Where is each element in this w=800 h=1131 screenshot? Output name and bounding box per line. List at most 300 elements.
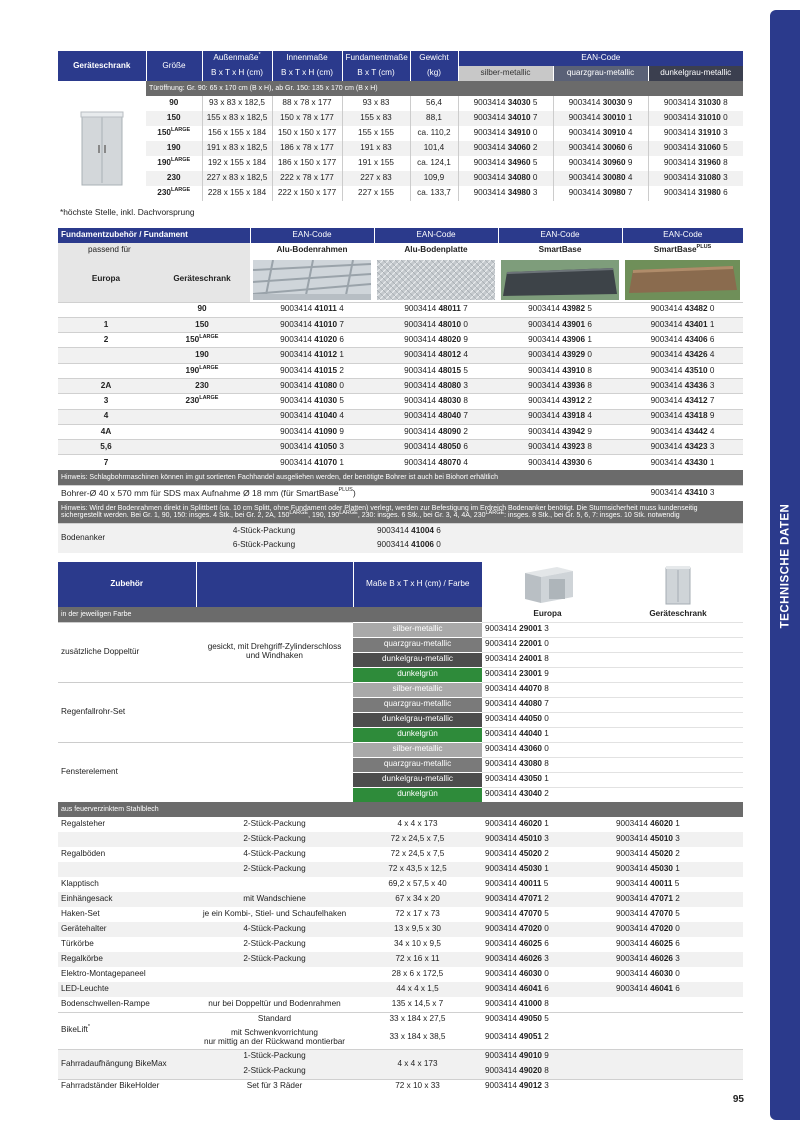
unit-innen: B x T x H (cm) — [272, 66, 342, 81]
ean-schrank: 9003414 47071 2 — [616, 894, 680, 904]
sub-stahlblech: aus feuerverzinktem Stahlblech — [58, 802, 743, 817]
ean-cell: 9003414 48030 8 — [374, 394, 498, 409]
ean-cell: 9003414 43930 6 — [498, 455, 622, 470]
fundament-row — [58, 333, 743, 348]
ean-cell: 9003414 43923 8 — [498, 440, 622, 455]
footnote: *höchste Stelle, inkl. Dachvorsprung — [60, 207, 195, 217]
europa-size: 5,6 — [58, 440, 154, 455]
zubehoer-row — [58, 952, 743, 967]
fundament-row — [58, 348, 743, 363]
item-name: Elektro-Montagepaneel — [61, 969, 146, 979]
color-label: dunkelgrün — [353, 787, 482, 802]
shed-image — [58, 96, 146, 201]
size: 90 — [169, 98, 179, 108]
bikelift-ean-1: 9003414 49050 5 — [482, 1012, 613, 1027]
zubehoer-row — [58, 862, 743, 877]
ean-cell: 9003414 43510 0 — [622, 363, 743, 378]
group-ean: 9003414 44080 7 — [482, 697, 613, 712]
ean-quarzgrau: 9003414 30030 9 — [553, 96, 648, 111]
bikeholder-ean: 9003414 49012 3 — [482, 1079, 613, 1094]
ean-cell: 9003414 48012 4 — [374, 348, 498, 363]
item-desc: 2-Stück-Packung — [243, 864, 306, 874]
item-mass: 28 x 6 x 172,5 — [391, 969, 444, 979]
img-alu-bodenrahmen — [250, 258, 374, 302]
color-dunkelgrau: dunkelgrau-metallic — [648, 66, 743, 81]
mass-head: Maße B x T x H (cm) / Farbe — [353, 562, 482, 607]
item-name: Haken-Set — [61, 909, 100, 919]
ean-cell: 9003414 41080 0 — [250, 378, 374, 393]
item-desc: 2-Stück-Packung — [243, 834, 306, 844]
ean-quarzgrau: 9003414 30060 6 — [553, 141, 648, 156]
group-ean: 9003414 29001 3 — [482, 622, 613, 637]
product-smartbase-plus: SmartBase$^{PLUS}$ — [653, 244, 712, 255]
ean-head-3: EAN-Code — [498, 228, 622, 243]
item-name: Einhängesack — [61, 894, 113, 904]
size: 190 — [166, 143, 181, 153]
group-ean: 9003414 43060 0 — [482, 742, 613, 757]
ean-quarzgrau: 9003414 30080 4 — [553, 171, 648, 186]
ean-schrank: 9003414 46025 6 — [616, 939, 680, 949]
ean-silber: 9003414 34960 5 — [458, 156, 553, 171]
item-name: Regalsteher — [61, 819, 106, 829]
zubehoer-row — [58, 937, 743, 952]
zubehoer-row — [58, 817, 743, 832]
color-label: dunkelgrün — [353, 727, 482, 742]
bikelift-name: BikeLift* — [58, 1012, 196, 1049]
bohrer-ean: 9003414 43410 3 — [622, 485, 743, 501]
group-ean: 9003414 44040 1 — [482, 727, 613, 742]
color-label: silber-metallic — [353, 742, 482, 757]
shed-row — [58, 96, 743, 111]
ean-quarzgrau: 9003414 30910 4 — [553, 126, 648, 141]
ean-europa: 9003414 46026 3 — [485, 954, 549, 964]
item-name: Klapptisch — [61, 879, 99, 889]
ean-cell: 9003414 43936 8 — [498, 378, 622, 393]
ean-europa: 9003414 45030 1 — [485, 864, 549, 874]
ean-cell: 9003414 43426 4 — [622, 348, 743, 363]
ean-cell: 9003414 48090 2 — [374, 424, 498, 439]
color-row — [58, 622, 743, 637]
gewicht: ca. 110,2 — [410, 126, 458, 141]
ean-cell: 9003414 41020 6 — [250, 333, 374, 348]
ean-silber: 9003414 34910 0 — [458, 126, 553, 141]
door-note: Türöffnung: Gr. 90: 65 x 170 cm (B x H), ab Gr. 150: 135 x 170 cm (B x H) — [146, 81, 743, 96]
aussen: 93 x 83 x 182,5 — [202, 96, 272, 111]
gewicht: 101,4 — [410, 141, 458, 156]
ean-quarzgrau: 9003414 30960 9 — [553, 156, 648, 171]
fundament-row — [58, 455, 743, 470]
schrank-size — [154, 440, 250, 455]
schrank-size: 150 — [154, 317, 250, 332]
item-name: Türkörbe — [61, 939, 94, 949]
ean-schrank: 9003414 47020 0 — [616, 924, 680, 934]
fundament-row — [58, 317, 743, 332]
ean-cell: 9003414 48010 0 — [374, 317, 498, 332]
size: $230^{LARGE}$ — [157, 187, 191, 198]
item-mass: 4 x 4 x 173 — [397, 819, 438, 829]
innen: 186 x 78 x 177 — [272, 141, 342, 156]
bikeholder-desc: Set für 3 Räder — [196, 1079, 353, 1094]
item-mass: 72 x 17 x 73 — [395, 909, 440, 919]
ean-schrank: 9003414 46041 6 — [616, 984, 680, 994]
ean-europa: 9003414 47070 5 — [485, 909, 549, 919]
ean-europa: 9003414 47020 0 — [485, 924, 549, 934]
ean-dunkelgrau: 9003414 31010 0 — [648, 111, 743, 126]
color-label: dunkelgrau-metallic — [353, 712, 482, 727]
bikeholder-name: Fahrradständer BikeHolder — [58, 1079, 196, 1094]
color-label: silber-metallic — [353, 682, 482, 697]
ean-europa: 9003414 46041 6 — [485, 984, 549, 994]
group-name: Fensterelement — [58, 742, 196, 802]
fundament-row — [58, 409, 743, 424]
ean-schrank: 9003414 46030 0 — [616, 969, 680, 979]
ean-dunkelgrau: 9003414 31960 8 — [648, 156, 743, 171]
group-desc: gesickt, mit Drehgriff-Zylinderschloss und Windhaken — [196, 622, 353, 682]
zubehoer-row — [58, 892, 743, 907]
ean-silber: 9003414 34980 3 — [458, 186, 553, 201]
gewicht: 88,1 — [410, 111, 458, 126]
fundament-row — [58, 302, 743, 317]
fundament-row — [58, 378, 743, 393]
color-label: dunkelgrau-metallic — [353, 652, 482, 667]
ean-europa: 9003414 46030 0 — [485, 969, 549, 979]
col-groesse: Größe — [146, 51, 202, 81]
europa-size: 2 — [58, 333, 154, 348]
ean-schrank: 9003414 45010 3 — [616, 834, 680, 844]
size: 230 — [166, 173, 181, 183]
item-mass: 44 x 4 x 1,5 — [396, 984, 439, 994]
ean-cell: 9003414 48015 5 — [374, 363, 498, 378]
bikemax-pack-1: 1-Stück-Packung — [196, 1049, 353, 1064]
ean-cell: 9003414 48050 6 — [374, 440, 498, 455]
img-alu-bodenplatte — [374, 258, 498, 302]
group-desc — [196, 742, 353, 802]
ean-schrank: 9003414 46020 1 — [616, 819, 680, 829]
innen: 186 x 150 x 177 — [272, 156, 342, 171]
col-fundament: Fundamentmaße — [342, 51, 410, 66]
ean-schrank: 9003414 45030 1 — [616, 864, 680, 874]
shed-row — [58, 156, 743, 171]
color-quarzgrau: quarzgrau-metallic — [553, 66, 648, 81]
ean-cell: 9003414 43436 3 — [622, 378, 743, 393]
fundament: 191 x 155 — [342, 156, 410, 171]
item-name: Gerätehalter — [61, 924, 107, 934]
col-aussen: Außenmaße* — [202, 51, 272, 66]
ean-europa: 9003414 46020 1 — [485, 819, 549, 829]
bikelift-schwenk: mit Schwenkvorrichtung nur mittig an der Rückwand montierbar — [203, 1028, 346, 1046]
ean-cell: 9003414 41010 7 — [250, 317, 374, 332]
shed-row — [58, 171, 743, 186]
color-silber: silber-metallic — [458, 66, 553, 81]
ean-cell: 9003414 48011 7 — [374, 302, 498, 317]
schrank-size: 190 — [154, 348, 250, 363]
group-ean: 9003414 44070 8 — [482, 682, 613, 697]
fundament-row — [58, 424, 743, 439]
fundament: 191 x 83 — [342, 141, 410, 156]
item-mass: 72 x 24,5 x 7,5 — [390, 849, 445, 859]
ean-cell: 9003414 41070 1 — [250, 455, 374, 470]
item-name: Bodenschwellen-Rampe — [61, 998, 150, 1008]
shed-row — [58, 126, 743, 141]
ean-cell: 9003414 43982 5 — [498, 302, 622, 317]
ean-dunkelgrau: 9003414 31910 3 — [648, 126, 743, 141]
zubehoer-row — [58, 967, 743, 982]
ean-quarzgrau: 9003414 30010 1 — [553, 111, 648, 126]
item-name: Regalkörbe — [61, 954, 103, 964]
gewicht: ca. 124,1 — [410, 156, 458, 171]
item-mass: 135 x 14,5 x 7 — [391, 998, 444, 1008]
ean-cell: 9003414 43401 1 — [622, 317, 743, 332]
anker-pack-1: 4-Stück-Packung — [154, 523, 374, 538]
schrank-size — [154, 424, 250, 439]
ean-cell: 9003414 43406 6 — [622, 333, 743, 348]
zubehoer-row — [58, 982, 743, 997]
ean-silber: 9003414 34030 5 — [458, 96, 553, 111]
ean-dunkelgrau: 9003414 31980 6 — [648, 186, 743, 201]
ean-schrank: 9003414 40011 5 — [616, 879, 680, 889]
schrank-size: $230^{LARGE}$ — [154, 394, 250, 409]
group-ean: 9003414 24001 8 — [482, 652, 613, 667]
col-ean: EAN-Code — [458, 51, 743, 66]
bikemax-pack-2: 2-Stück-Packung — [196, 1064, 353, 1079]
fundament-row — [58, 363, 743, 378]
ean-cell: 9003414 43929 0 — [498, 348, 622, 363]
item-desc: 4-Stück-Packung — [243, 849, 306, 859]
europa-size: 4A — [58, 424, 154, 439]
color-label: dunkelgrün — [353, 667, 482, 682]
group-desc — [196, 682, 353, 742]
ean-europa: 9003414 47071 2 — [485, 894, 549, 904]
item-name — [58, 832, 196, 847]
bodenanker-label: Bodenanker — [58, 523, 154, 553]
item-name: Regalböden — [61, 849, 106, 859]
unit-gew: (kg) — [410, 66, 458, 81]
fundament-title: Fundamentzubehör / Fundament — [58, 228, 250, 243]
ean-schrank: 9003414 47070 5 — [616, 909, 680, 919]
unit-aussen: B x T x H (cm) — [202, 66, 272, 81]
item-name — [58, 862, 196, 877]
product-alu-bodenrahmen: Alu-Bodenrahmen — [276, 245, 348, 255]
col-europa-3: Europa — [533, 608, 562, 618]
schrank-size: $190^{LARGE}$ — [154, 363, 250, 378]
color-row — [58, 742, 743, 757]
bikelift-ean-2: 9003414 49051 2 — [485, 1032, 549, 1042]
item-mass: 72 x 24,5 x 7,5 — [390, 834, 445, 844]
ean-dunkelgrau: 9003414 31030 8 — [648, 96, 743, 111]
anker-ean-2: 9003414 41006 0 — [374, 538, 498, 553]
anker-ean-1: 9003414 41004 6 — [374, 523, 498, 538]
ean-cell: 9003414 43912 2 — [498, 394, 622, 409]
ean-schrank — [613, 997, 743, 1012]
shed-row — [58, 111, 743, 126]
product-alu-bodenplatte: Alu-Bodenplatte — [404, 245, 468, 255]
group-ean: 9003414 43080 8 — [482, 757, 613, 772]
innen: 88 x 78 x 177 — [272, 96, 342, 111]
ean-europa: 9003414 40011 5 — [485, 879, 549, 889]
ean-cell: 9003414 48070 4 — [374, 455, 498, 470]
item-mass: 72 x 16 x 11 — [395, 954, 440, 964]
ean-cell: 9003414 41011 4 — [250, 302, 374, 317]
bikelift-mass-1: 33 x 184 x 27,5 — [353, 1012, 482, 1027]
aussen: 156 x 155 x 184 — [202, 126, 272, 141]
europa-size: 1 — [58, 317, 154, 332]
color-label: quarzgrau-metallic — [353, 697, 482, 712]
unit-fund: B x T (cm) — [342, 66, 410, 81]
ean-cell: 9003414 48040 7 — [374, 409, 498, 424]
schrank-size — [154, 409, 250, 424]
side-tab-label: TECHNISCHE DATEN — [779, 503, 791, 628]
item-name: LED-Leuchte — [61, 984, 109, 994]
shed-row — [58, 186, 743, 201]
europa-size — [58, 348, 154, 363]
img-smartbase — [498, 258, 622, 302]
anker-pack-2: 6-Stück-Packung — [154, 538, 374, 553]
zubehoer-row — [58, 922, 743, 937]
schrank-size: 90 — [154, 302, 250, 317]
item-desc — [196, 982, 353, 997]
innen: 222 x 150 x 177 — [272, 186, 342, 201]
europa-size — [58, 363, 154, 378]
col-innen: Innenmaße — [272, 51, 342, 66]
ean-quarzgrau: 9003414 30980 7 — [553, 186, 648, 201]
col-geraeteschrank-2: Geräteschrank — [154, 258, 250, 302]
color-label: dunkelgrau-metallic — [353, 772, 482, 787]
innen: 222 x 78 x 177 — [272, 171, 342, 186]
bikemax-ean-2: 9003414 49020 8 — [482, 1064, 613, 1079]
ean-dunkelgrau: 9003414 31060 5 — [648, 141, 743, 156]
bohrer-label: Bohrer-Ø 40 x 570 mm für SDS max Aufnahme Ø 18 mm (für SmartBase$^{PLUS}$) — [58, 485, 622, 501]
europa-size: 3 — [58, 394, 154, 409]
ean-cell: 9003414 48020 9 — [374, 333, 498, 348]
aussen: 227 x 83 x 182,5 — [202, 171, 272, 186]
zubehoer-row — [58, 832, 743, 847]
ean-cell: 9003414 43430 1 — [622, 455, 743, 470]
fundament: 227 x 155 — [342, 186, 410, 201]
item-mass: 72 x 43,5 x 12,5 — [388, 864, 447, 874]
ean-head-1: EAN-Code — [250, 228, 374, 243]
item-desc: 4-Stück-Packung — [243, 924, 306, 934]
bikemax-mass: 4 x 4 x 173 — [353, 1049, 482, 1079]
size: 150 — [166, 113, 181, 123]
ean-head-4: EAN-Code — [622, 228, 743, 243]
ean-cell: 9003414 43910 8 — [498, 363, 622, 378]
item-desc: je ein Kombi-, Stiel- und Schaufelhaken — [202, 909, 347, 919]
passend-fuer: passend für — [58, 243, 250, 258]
ean-cell: 9003414 41030 5 — [250, 394, 374, 409]
item-mass: 34 x 10 x 9,5 — [394, 939, 441, 949]
item-desc: 2-Stück-Packung — [243, 819, 306, 829]
zubehoer-table — [58, 562, 743, 1094]
fundament: 155 x 155 — [342, 126, 410, 141]
group-ean: 9003414 23001 9 — [482, 667, 613, 682]
ean-cell: 9003414 41012 1 — [250, 348, 374, 363]
ean-cell: 9003414 41015 2 — [250, 363, 374, 378]
fundament-row — [58, 394, 743, 409]
geraeteschrank-table — [58, 51, 743, 201]
item-desc: 2-Stück-Packung — [243, 939, 306, 949]
ean-cell: 9003414 43418 9 — [622, 409, 743, 424]
item-desc: mit Wandschiene — [243, 894, 306, 904]
ean-cell: 9003414 43942 9 — [498, 424, 622, 439]
group-name: zusätzliche Doppeltür — [58, 622, 196, 682]
group-ean: 9003414 43040 2 — [482, 787, 613, 802]
hint-bohrmaschine: Hinweis: Schlagbohrmaschinen können im gut sortierten Fachhandel ausgeliehen werden, der benötigte Bohrer ist auch bei Biohort erhältlich — [58, 470, 743, 485]
color-label: silber-metallic — [353, 622, 482, 637]
zubehoer-row — [58, 877, 743, 892]
ean-cell: 9003414 43412 7 — [622, 394, 743, 409]
item-desc: 2-Stück-Packung — [243, 954, 306, 964]
ean-schrank: 9003414 45020 2 — [616, 849, 680, 859]
color-label: quarzgrau-metallic — [353, 637, 482, 652]
bikeholder-mass: 72 x 10 x 33 — [353, 1079, 482, 1094]
img-smartbase-plus — [622, 258, 743, 302]
col-geraeteschrank-3: Geräteschrank — [649, 608, 707, 618]
schrank-size — [154, 455, 250, 470]
ean-cell: 9003414 48080 3 — [374, 378, 498, 393]
schrank-size: 230 — [154, 378, 250, 393]
ean-silber: 9003414 34010 7 — [458, 111, 553, 126]
gewicht: 109,9 — [410, 171, 458, 186]
ean-cell: 9003414 43901 6 — [498, 317, 622, 332]
ean-silber: 9003414 34080 0 — [458, 171, 553, 186]
group-name: Regenfallrohr-Set — [58, 682, 196, 742]
ean-europa: 9003414 41000 8 — [485, 998, 549, 1008]
ean-cell: 9003414 41090 9 — [250, 424, 374, 439]
gewicht: ca. 133,7 — [410, 186, 458, 201]
col-geraeteschrank: Geräteschrank — [58, 51, 146, 81]
europa-size: 7 — [58, 455, 154, 470]
ean-schrank: 9003414 46026 3 — [616, 954, 680, 964]
col-gewicht: Gewicht — [410, 51, 458, 66]
ean-dunkelgrau: 9003414 31080 3 — [648, 171, 743, 186]
size: $150^{LARGE}$ — [157, 127, 191, 138]
europa-size — [58, 302, 154, 317]
ean-cell: 9003414 41040 4 — [250, 409, 374, 424]
ean-cell: 9003414 43906 1 — [498, 333, 622, 348]
ean-europa: 9003414 45020 2 — [485, 849, 549, 859]
zubehoer-row — [58, 907, 743, 922]
ean-cell: 9003414 43442 4 — [622, 424, 743, 439]
item-desc — [196, 967, 353, 982]
bikelift-standard: Standard — [196, 1012, 353, 1027]
aussen: 155 x 83 x 182,5 — [202, 111, 272, 126]
item-mass: 67 x 34 x 20 — [395, 894, 440, 904]
color-label: quarzgrau-metallic — [353, 757, 482, 772]
ean-europa: 9003414 46025 6 — [485, 939, 549, 949]
product-smartbase: SmartBase — [538, 245, 582, 255]
item-mass: 13 x 9,5 x 30 — [394, 924, 441, 934]
innen: 150 x 150 x 177 — [272, 126, 342, 141]
item-desc — [196, 877, 353, 892]
fundament: 227 x 83 — [342, 171, 410, 186]
ean-cell: 9003414 43918 4 — [498, 409, 622, 424]
innen: 150 x 78 x 177 — [272, 111, 342, 126]
zubehoer-row — [58, 847, 743, 862]
europa-size: 2A — [58, 378, 154, 393]
group-ean: 9003414 44050 0 — [482, 712, 613, 727]
item-desc: nur bei Doppeltür und Bodenrahmen — [208, 998, 341, 1008]
shed-row — [58, 141, 743, 156]
zubehoer-title: Zubehör — [58, 562, 196, 607]
ean-cell: 9003414 43423 3 — [622, 440, 743, 455]
ean-silber: 9003414 34060 2 — [458, 141, 553, 156]
item-mass: 69,2 x 57,5 x 40 — [388, 879, 447, 889]
color-row — [58, 682, 743, 697]
aussen: 191 x 83 x 182,5 — [202, 141, 272, 156]
ean-head-2: EAN-Code — [374, 228, 498, 243]
img-shed-europa — [482, 562, 613, 607]
sub-jeweilige-farbe: in der jeweiligen Farbe — [58, 607, 482, 622]
